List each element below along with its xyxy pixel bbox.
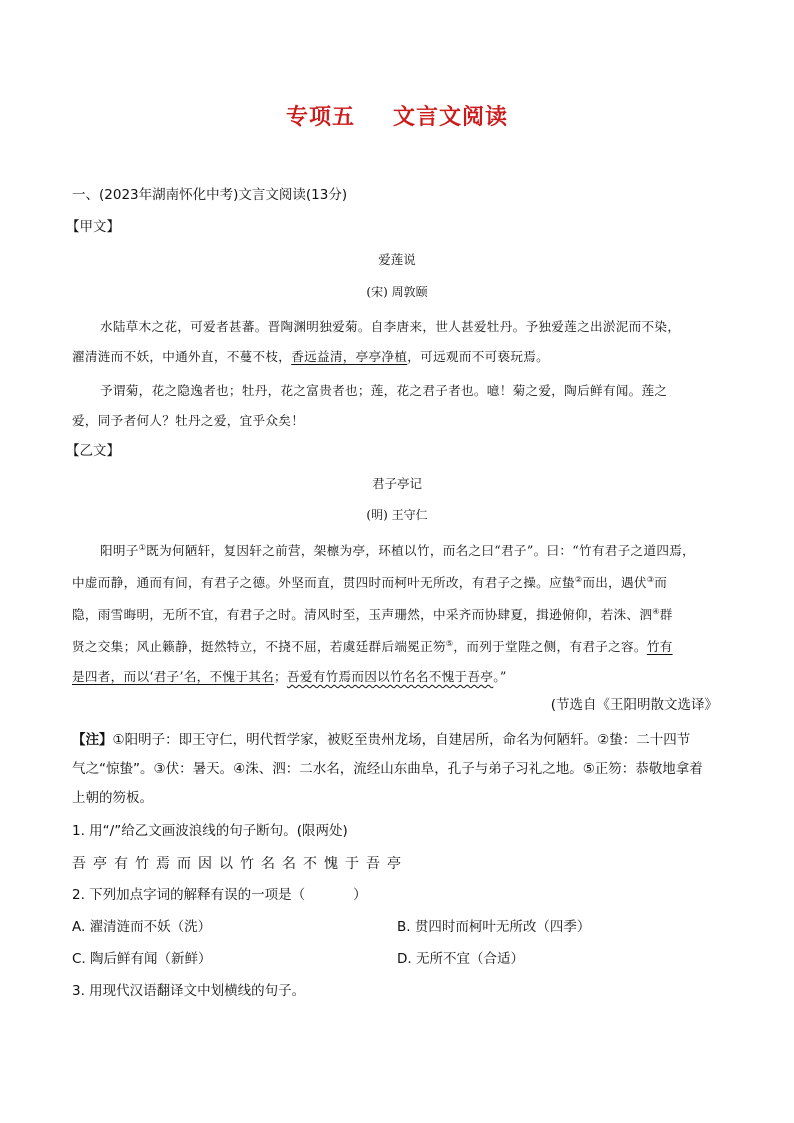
text-b-line5-sep: ；: [274, 669, 287, 684]
text-b-line4-b: ，而列于堂陛之侧，有君子之容。: [453, 639, 647, 654]
text-b-underlined-start: 竹有: [646, 639, 673, 654]
text-b-line3: [72, 604, 673, 623]
option-text: 濯清涟而不妖（洗）: [89, 919, 212, 935]
option-letter: B.: [397, 919, 411, 935]
q2-option-c[interactable]: [72, 950, 212, 968]
text-a-underlined-phrase: 香远益清，亭亭净植: [291, 349, 408, 364]
text-b-line4: [72, 636, 673, 655]
option-text: 贯四时而柯叶无所改（四季）: [414, 919, 591, 935]
option-text: 无所不宜（合适）: [415, 951, 524, 967]
title-part2: 文言文阅读: [393, 104, 509, 130]
q2-prompt-close: ）: [353, 887, 367, 903]
text-b-wavy-sentence: 吾爱有竹焉而因以竹名名不愧于吾亭: [286, 669, 494, 684]
q1-prompt: 1. 用“/”给乙文画波浪线的句子断句。(限两处): [72, 823, 348, 839]
footnote-marker-2: ②: [574, 574, 583, 584]
q2-option-d[interactable]: [397, 950, 524, 968]
notes-line2: 气之“惊蛰”。③伏：暑天。④洙、泗：二水名，流经山东曲阜，孔子与弟子习礼之地。⑤正笏：恭敬地拿着: [72, 761, 703, 777]
text-b-line2-c: 而: [654, 575, 668, 590]
text-b-line5-end: 。”: [493, 669, 507, 684]
text-b-title: 君子亭记: [371, 476, 422, 491]
option-letter: A.: [72, 919, 86, 935]
text-b-author: (明) 王守仁: [366, 508, 428, 522]
footnote-marker-4: ④: [652, 606, 660, 616]
text-a-line1: 水陆草木之花，可爱者甚蕃。晋陶渊明独爱菊。自李唐来，世人甚爱牡丹。予独爱莲之出淤泥而不染，: [100, 319, 681, 334]
text-b-line2-a: 中虚而静，通而有间，有君子之德。外坚而直，贯四时而柯叶无所改，有君子之操。应蛰: [72, 575, 575, 590]
text-b-line1-a: 阳明子: [100, 543, 139, 558]
text-b-underlined-end: 是四者，而以‘君子’名，不愧于其名: [72, 669, 275, 684]
text-b-line1: [100, 540, 695, 559]
notes-line1: ①阳明子：即王守仁，明代哲学家，被贬至贵州龙场，自建居所，命名为何陋轩。②蛰：二十四节: [112, 732, 691, 748]
q2-prompt-text: 2. 下列加点字词的解释有误的一项是（: [72, 887, 306, 903]
text-a-author: (宋) 周敦颐: [366, 285, 428, 299]
text-a-line2-end: ，可远观而不可亵玩焉。: [407, 349, 550, 364]
footnote-marker-3: ③: [646, 574, 655, 584]
text-a-line2: [72, 346, 549, 365]
question-header: 一、(2023年湖南怀化中考)文言文阅读(13分): [72, 187, 348, 203]
jia-label: 【甲文】: [66, 219, 120, 235]
notes-line3: 上朝的笏板。: [72, 790, 153, 806]
q1-sentence: 吾亭有竹焉而因以竹名名不愧于吾亭: [72, 856, 408, 872]
q2-option-b[interactable]: [397, 918, 590, 936]
page-title: [0, 100, 794, 131]
text-b-source: (节选自《王阳明散文选译》: [550, 697, 718, 713]
q2-option-a[interactable]: [72, 918, 211, 936]
text-a-title: 爱莲说: [378, 252, 416, 267]
yi-label: 【乙文】: [66, 443, 120, 459]
text-b-line2-b: 而出，遇伏: [582, 575, 647, 590]
notes-label: 【注】: [72, 732, 113, 748]
text-b-line5: [72, 666, 507, 685]
notes-block: [72, 726, 732, 813]
text-b-line2: [72, 572, 667, 591]
option-letter: C.: [72, 951, 86, 967]
q3-prompt: 3. 用现代汉语翻译文中划横线的句子。: [72, 983, 306, 999]
text-a-line2-start: 濯清涟而不妖，中通外直，不蔓不枝，: [72, 349, 292, 364]
title-part1: 专项五: [285, 104, 355, 130]
option-text: 陶后鲜有闻（新鲜）: [90, 951, 212, 967]
text-a-line3: 予谓菊，花之隐逸者也；牡丹，花之富贵者也；莲，花之君子者也。噫！菊之爱，陶后鲜有闻。莲之: [100, 383, 668, 398]
text-b-line4-a: 贤之交集；风止籁静，挺然特立，不挠不屈，若虞廷群后端冕正笏: [72, 639, 446, 654]
text-b-line3-b: 群: [659, 607, 673, 622]
option-letter: D.: [397, 951, 412, 967]
text-a-line4: 爱，同予者何人？牡丹之爱，宜乎众矣！: [72, 413, 305, 428]
q2-prompt: [72, 886, 367, 904]
footnote-marker-5: ⑤: [445, 638, 454, 648]
text-b-line1-b: 既为何陋轩，复因轩之前营，架檩为亭，环植以竹，而名之曰“君子”。曰：“竹有君子之道四焉，: [146, 543, 696, 558]
text-b-line3-a: 隐，雨雪晦明，无所不宜，有君子之时。清风时至，玉声珊然，中采齐而协肆夏，揖逊俯仰，若洙、泗: [72, 607, 653, 622]
footnote-marker-1: ①: [138, 542, 147, 552]
